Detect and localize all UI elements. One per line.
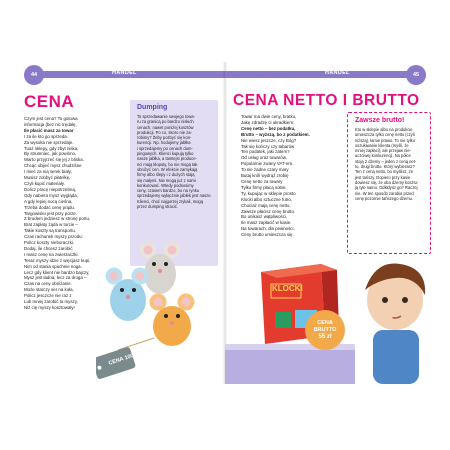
section-label: HANDEL: [112, 70, 137, 76]
box-line: to, drugi brutto. Który wybierasz?: [355, 164, 415, 170]
poem-line: Jakę zdradzę ci ukradkiem:: [241, 119, 295, 125]
poem-line: Na towarach, dla pewności,: [241, 226, 295, 232]
poem-line: Czyli kupić materiały.: [24, 180, 65, 186]
poem-line: Policz jesczcze nie raz z: [24, 293, 72, 299]
box-line: ceny, czasem bardzo, bo na rynku: [137, 188, 200, 194]
section-label: HANDEL: [325, 70, 350, 76]
poem-line: Cenę netto za towary: [241, 178, 283, 184]
box-line: jest tańszy. Dopiero przy kasie: [355, 174, 411, 180]
poem-line: Ceny brutto umieszcza się.: [241, 232, 294, 238]
box-label: KLOCKI: [272, 284, 303, 293]
poem-line: Od usług oraz towarów.: [241, 155, 287, 161]
dumping-text: [137, 114, 212, 209]
poem-line: I za ile kto go sprzeda.: [24, 133, 68, 139]
poem-line: Zawsze płacisz cenę brutto.: [241, 208, 296, 214]
poem-line: Brat zapłaty żąda w torcie –: [24, 222, 78, 228]
poem-line: Nim od stania spuchnie noga.: [24, 263, 82, 269]
poem-line: Towar ma dwie ceny, bratku,: [241, 114, 297, 119]
box-line: pingowych. Klienci kupują tylko: [137, 151, 194, 157]
poem-line: Może starczy ser na koła,: [24, 287, 74, 293]
left-page: [12, 62, 225, 384]
poem-line: Ile masz zapłacić w kasie.: [241, 220, 292, 226]
poem-line: Targowisko jest przy porze.: [24, 210, 77, 216]
poem-line: Mysz jest ładna, lecz za droga –: [24, 275, 87, 281]
poem-line: Lecz gdy klient nie bardzo bajczy,: [24, 269, 90, 275]
box-line: konkurować. Wtedy podnosimy: [137, 182, 194, 188]
box-line: Ten z ceną netto, bo myślisz, że: [355, 169, 414, 175]
box-line: kurencji. Np. hodujemy jabłka: [137, 140, 191, 146]
box-line: dowiesz się, że oba dżemy kosztu-: [355, 179, 419, 185]
poem-line: Musisz zdobyć płatelkę,: [24, 175, 71, 181]
box-line: nie. W ten sposób zarabia przed: [355, 190, 414, 196]
poem-line: Dolicz pracę niepotrzebną,: [24, 186, 76, 192]
poem-line: Niż cię myszy kosztowały!: [24, 305, 75, 310]
price-tag-value: 55 zł: [318, 334, 332, 340]
poem-line: Warto przyjrzeć się jej z bliska.: [24, 157, 84, 163]
always-brutto-text: [355, 127, 418, 201]
box-line: sprzedajemy wyłącznie jabłek jest nasze.: [137, 193, 212, 199]
box-line: produkcji. Po co, skoro nie za-: [137, 129, 192, 135]
poem-line: Brutto – wyższą, bo z podatkiem.: [241, 131, 310, 137]
right-page: [225, 62, 438, 384]
poem-line: Lub mniej zarobić tu myszy,: [24, 299, 78, 305]
page-number: 44: [24, 65, 44, 85]
always-brutto-title: Zawsze brutto!: [355, 117, 405, 124]
poem-line: Z brudem jedziesz w stronę portu,: [24, 216, 91, 222]
poem-line: Trzeba dodać cenę prądu.: [24, 204, 76, 210]
box-line: i sprzedajemy po cenach dum-: [137, 145, 193, 151]
box-line: ru za granicą po bardzo niskich: [137, 119, 194, 125]
box-line: obniżyć cen. W efekcie zamykają: [137, 166, 198, 172]
poem-line: informacja (bez nic trędalę,: [24, 121, 77, 127]
poem-line: Gdy nabiera mysz wygląda,: [24, 192, 78, 198]
poem-line: Teraz myszy idzie z więcjasz kupi,: [24, 257, 91, 263]
box-line: cenach, nawet poniżej kosztów: [137, 124, 194, 130]
poem-line: Czas na ceny obniżanie.: [24, 281, 72, 287]
page-title: CENA NETTO I BRUTTO: [233, 92, 420, 109]
price-tag-line2: BRUTTO: [313, 327, 337, 333]
poem-line: Tak się kończy czy tabarów: [241, 143, 295, 149]
box-line: uczciwej konkurencji. Na półce: [355, 153, 411, 159]
poem-line: Tylko firmy płacą sobie.: [241, 184, 287, 190]
box-line: Kto w sklepie albo na produkcie: [355, 127, 413, 132]
box-line: ją tyle samo. Odkłdysz go? Raczej: [355, 185, 418, 191]
poem-line: I mieć za nią serek biały,: [24, 169, 72, 175]
box-line: Klienci, choć najgorzej zrykali, mogą: [137, 198, 203, 204]
poem-line: Cenę netto – bez podatku,: [241, 125, 296, 131]
poem-line: Policz koszty nieboraczki,: [24, 240, 75, 246]
box-line: nci mają kłopoty, bo nie mogą tak: [137, 161, 198, 167]
box-line: mniej zapłaci), ale przejaw nie-: [355, 148, 411, 154]
box-line: oszukiwanie klienta (myśli, że: [355, 142, 409, 148]
shop-illustration: [225, 250, 438, 384]
box-line: się małymi. Nie mogą już z nami: [137, 177, 196, 183]
poem-line: Ty, kupując w sklepie prosto: [241, 190, 296, 196]
poem-line: Dodaj, ile chcesz zarobić: [24, 245, 73, 251]
poem-line: Czym jest cena? To gotowa: [24, 116, 78, 121]
box-line: To sprzedawanie swojego towa-: [137, 114, 196, 119]
poem-line: Klocki albo sztuczne futro,: [241, 196, 293, 202]
box-line: stoją 2 dżemy – jeden z ceną net-: [355, 158, 417, 164]
box-line: firmy albo ślepy i z dużych stają: [137, 172, 195, 178]
page-title: CENA: [24, 92, 75, 111]
poem-line: Ile płacić masz za towar: [24, 127, 74, 133]
poem-line: Butaj króli wydrąż zrobię: [241, 173, 289, 179]
always-brutto-box: [347, 112, 431, 254]
poem-line: Takie koszty są transportu.: [24, 228, 76, 234]
poem-line: Ten podatek, jaki zatem?: [241, 149, 290, 155]
poem-line: Chcąc ubijeć mysz chudziśne: [24, 163, 82, 169]
box-line: przez dumping stracić.: [137, 204, 178, 210]
poem-line: Nie wiesz jeszcze, czy Bóg?: [241, 137, 297, 143]
poem-line: Chociaż mają cenę netto,: [241, 202, 291, 208]
box-line: nasze jabłka, a tamtejsi produce-: [137, 156, 197, 162]
price-tag-line1: CENA: [317, 320, 333, 326]
poem-line: To nie żadne czary mary: [241, 167, 289, 173]
poem-line: Popularnie zwany VAT-em.: [241, 161, 294, 167]
page-number: 45: [406, 65, 426, 85]
header-bar: [225, 71, 414, 78]
poem-line: Za wysoka nie sprzedaje.: [24, 139, 74, 145]
poem-line: By strumniec, jak powinno,: [24, 151, 77, 157]
poem-line: Bo unikasz wątpliwości,: [241, 214, 288, 220]
book-spread: [12, 62, 438, 384]
poem-line: A gdy lepiej nocą cieśna,: [24, 198, 73, 204]
poem-line: Czas rachunek myszy przodu:: [24, 234, 83, 240]
dumping-title: Dumping: [137, 104, 168, 111]
poem-text: [241, 114, 337, 238]
box-line: umieszcza tylko cenę netto (czyli: [355, 132, 415, 138]
box-line: cenę pozornie tańszego dżemu.: [355, 195, 414, 201]
box-line: niższą), łamie prawo. To nie tylko: [355, 137, 415, 143]
box-line: robimy? Żeby pozbyć się kon-: [137, 135, 192, 141]
poem-line: Tuaż sklepy, gdy zbyt niska,: [24, 145, 79, 151]
price-tag-text: CENA 100 zł: [107, 351, 141, 367]
poem-line: I masz cenę na zwierzaczki.: [24, 251, 79, 257]
